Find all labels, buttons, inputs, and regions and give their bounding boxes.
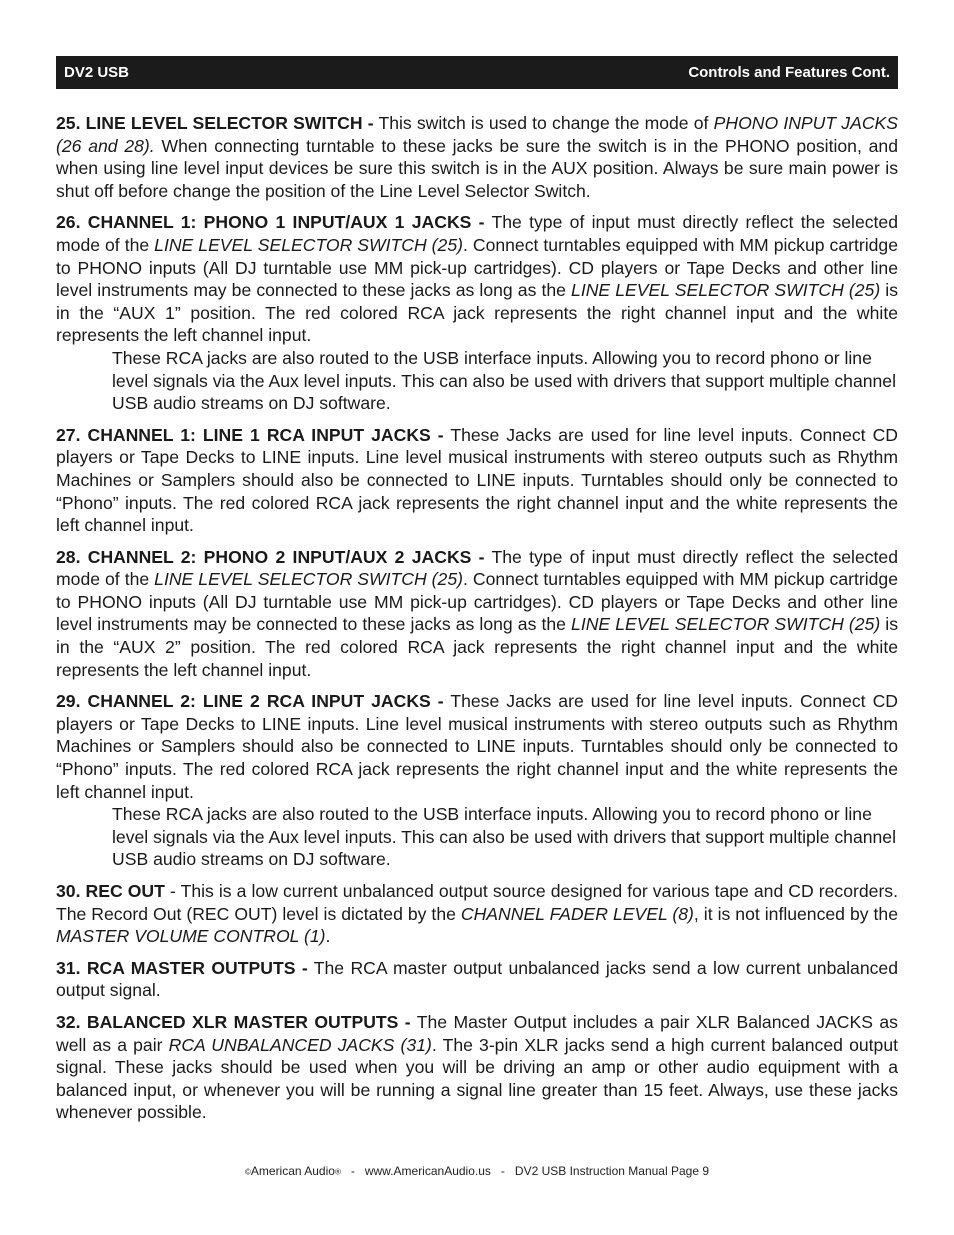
footer-text: - www.AmericanAudio.us - DV2 USB Instruction Manual Page 9	[340, 1164, 709, 1178]
body-text: The type of input must directly reflect the selected mode of the	[56, 546, 898, 590]
body-text: . The 3-pin XLR jacks send a high current balanced output signal. These jacks should be used when you will be driving an amp or other audio equipment with a balanced input, or whenever you will be running a signal line greater than 15 feet. Always, use these jacks whenever possible.	[56, 1034, 898, 1123]
cross-reference: RCA UNBALANCED JACKS (31)	[168, 1034, 432, 1055]
body-text: The type of input must directly reflect the selected mode of the	[56, 212, 898, 255]
feature-heading: 27. CHANNEL 1: LINE 1 RCA INPUT JACKS -	[56, 424, 444, 445]
feature-paragraph	[56, 112, 898, 202]
body-text: is in the “AUX 1” position. The red colored RCA jack represents the right channel input and the white represents the left channel input.	[56, 280, 899, 346]
cross-reference: MASTER VOLUME CONTROL (1)	[56, 926, 326, 947]
body-text: The RCA master output unbalanced jacks send a low current unbalanced output signal.	[56, 957, 898, 1001]
cross-reference: LINE LEVEL SELECTOR SWITCH (25)	[571, 280, 881, 301]
body-text: This switch is used to change the mode of	[373, 113, 714, 133]
body-text: The Master Output includes a pair XLR Balanced JACKS as well as a pair	[56, 1011, 898, 1055]
feature-paragraph	[56, 211, 898, 347]
feature-heading: 28. CHANNEL 2: PHONO 2 INPUT/AUX 2 JACKS -	[56, 546, 485, 567]
feature-heading: 31. RCA MASTER OUTPUTS -	[56, 957, 308, 978]
feature-paragraph	[56, 690, 898, 803]
cross-reference: LINE LEVEL SELECTOR SWITCH (25)	[571, 614, 881, 635]
body-text: is in the “AUX 2” position. The red colored RCA jack represents the right channel input and the white represents the left channel input.	[56, 614, 899, 680]
body-text: These Jacks are used for line level inputs. Connect CD players or Tape Decks to LINE inputs. Line level musical instruments with stereo outputs such as Rhythm Machines or Samplers should also be connected to LINE inputs. Turntables should only be connected to “Phono” inputs. The red colored RCA jack represents the right channel input and the white represents the left channel input.	[56, 691, 898, 802]
body-text: - This is a low current unbalanced output source designed for various tape and CD recorders. The Record Out (REC OUT) level is dictated by the	[56, 881, 898, 924]
cross-reference: CHANNEL FADER LEVEL (8)	[460, 903, 694, 924]
manual-content	[56, 112, 898, 1133]
feature-paragraph	[56, 880, 898, 948]
feature-paragraph	[56, 1011, 898, 1124]
usb-routing-note: These RCA jacks are also routed to the USB interface inputs. Allowing you to record phono or line level signals via the Aux level inputs. This can also be used with drivers that support multiple channel USB audio streams on DJ software.	[112, 804, 897, 870]
cross-reference: LINE LEVEL SELECTOR SWITCH (25)	[154, 234, 463, 255]
feature-paragraph	[56, 546, 898, 682]
body-text: These Jacks are used for line level inputs. Connect CD players or Tape Decks to LINE inputs. Line level musical instruments with stereo outputs such as Rhythm Machines or Samplers should also be connected to LINE inputs. Turntables should only be connected to “Phono” inputs. The red colored RCA jack represents the right channel input and the white represents the left channel input.	[56, 424, 898, 536]
feature-heading: 32. BALANCED XLR MASTER OUTPUTS -	[56, 1011, 411, 1032]
footer-brand: American Audio	[250, 1164, 335, 1178]
cross-reference: PHONO INPUT JACKS (26 and 28).	[56, 113, 899, 156]
feature-heading: 29. CHANNEL 2: LINE 2 RCA INPUT JACKS -	[56, 691, 444, 712]
copyright-symbol: ©	[244, 1167, 251, 1177]
body-text: When connecting turntable to these jacks be sure the switch is in the PHONO position, and when using line level input devices be sure this switch is in the AUX position. Always be sure main power is shut off before change the position of the Line Level Selector Switch.	[56, 135, 898, 201]
registered-symbol: ®	[334, 1167, 341, 1177]
feature-heading: 30. REC OUT	[56, 881, 165, 901]
body-text: .	[325, 926, 331, 947]
header-section-title: Controls and Features Cont.	[688, 64, 890, 81]
header-product: DV2 USB	[64, 64, 130, 81]
body-text: , it is not influenced by the	[693, 903, 898, 924]
feature-paragraph	[56, 424, 898, 537]
feature-heading: 25. LINE LEVEL SELECTOR SWITCH -	[56, 113, 374, 133]
body-text: . Connect turntables equipped with MM pickup cartridge to PHONO inputs (All DJ turntable use MM pick-up cartridges). CD players or Tape Decks and other line level instruments may be connected to these jacks as long as the	[56, 234, 899, 301]
header-bar	[56, 56, 898, 89]
page-footer	[0, 1164, 954, 1178]
cross-reference: LINE LEVEL SELECTOR SWITCH (25)	[154, 569, 463, 590]
body-text: . Connect turntables equipped with MM pickup cartridge to PHONO inputs (All DJ turntable use MM pick-up cartridges). CD players or Tape Decks and other line level instruments may be connected to these jacks as long as the	[56, 569, 899, 635]
usb-routing-note: These RCA jacks are also routed to the USB interface inputs. Allowing you to record phono or line level signals via the Aux level inputs. This can also be used with drivers that support multiple channel USB audio streams on DJ software.	[112, 347, 897, 414]
feature-paragraph	[56, 957, 898, 1002]
feature-heading: 26. CHANNEL 1: PHONO 1 INPUT/AUX 1 JACKS -	[56, 212, 485, 233]
